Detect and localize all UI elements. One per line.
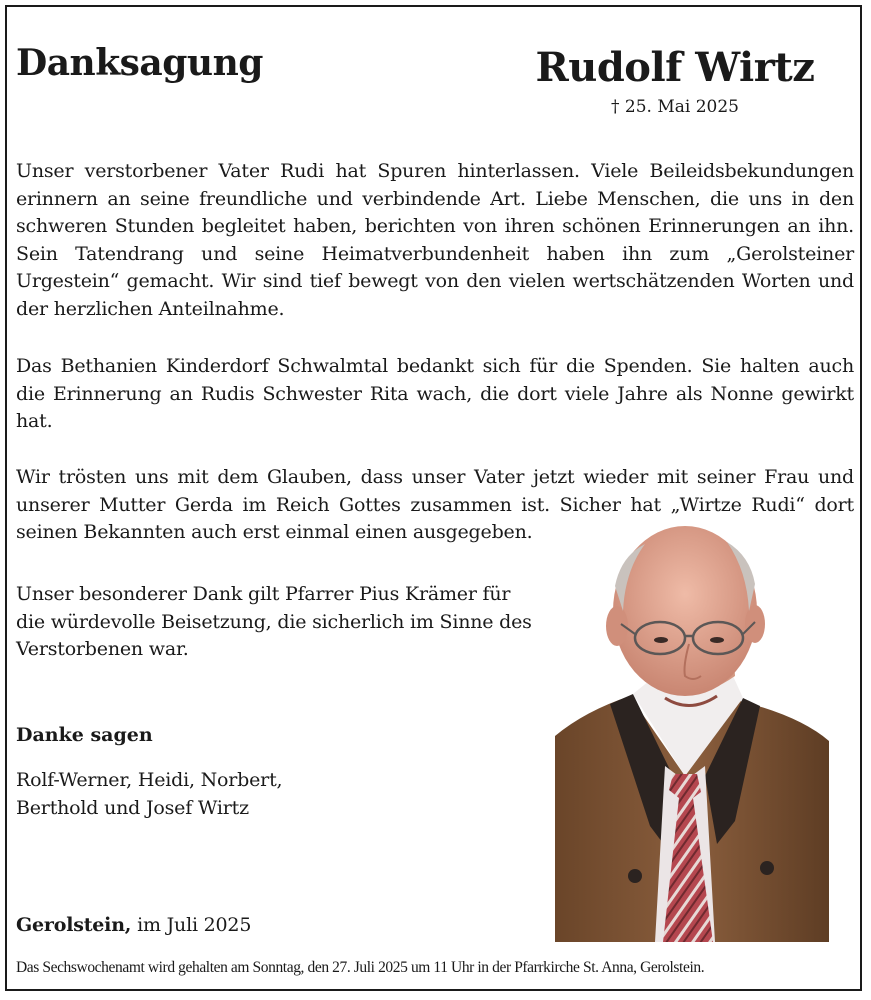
- signers-list: [16, 766, 516, 822]
- paragraph-faith: Wir trösten uns mit dem Glauben, dass unser Vater jetzt wieder mit seiner Frau und unserer Mutter Gerda im Reich Gottes zusammen ist. Sicher hat „Wirtze Rudi“ dort seinen Bekannten auch erst einmal einen ausgegeben.: [16, 466, 854, 544]
- thanks-label: Danke sagen: [16, 724, 153, 746]
- portrait-photo: [555, 526, 829, 942]
- place-date: im Juli 2025: [137, 914, 252, 936]
- memorial-mass-notice: Das Sechswochenamt wird gehalten am Sonntag, den 27. Juli 2025 um 11 Uhr in der Pfarrkirche St. Anna, Gerolstein.: [16, 959, 705, 976]
- place-date-line: [16, 914, 251, 936]
- portrait-illustration: [555, 526, 829, 942]
- paragraph-pastor-thanks: Unser besonderer Dank gilt Pfarrer Pius Krämer für die würdevolle Beisetzung, die sicherlich im Sinne des Verstorbenen war.: [16, 583, 532, 661]
- signers-line: Rolf-Werner, Heidi, Norbert,: [16, 769, 283, 791]
- signers-line: Berthold und Josef Wirtz: [16, 797, 249, 819]
- deceased-name: Rudolf Wirtz: [535, 44, 815, 91]
- place-town: Gerolstein,: [16, 914, 132, 936]
- notice-heading: Danksagung: [16, 42, 263, 84]
- paragraph-donations: Das Bethanien Kinderdorf Schwalmtal bedankt sich für die Spenden. Sie halten auch die Erinnerung an Rudis Schwester Rita wach, die dort viele Jahre als Nonne gewirkt hat.: [16, 355, 854, 433]
- paragraph-gratitude: Unser verstorbener Vater Rudi hat Spuren hinterlassen. Viele Beileidsbekundungen erinnern an seine freundliche und verbindende Art. Liebe Menschen, die uns in den schweren Stunden begleitet haben, berichten von ihren schönen Erinnerungen an ihn. Sein Tatendrang und seine Heimatverbundenheit haben ihn zum „Gerolsteiner Urgestein“ gemacht. Wir sind tief bewegt von den vielen wertschätzenden Worten und der herzlichen Anteilnahme.: [16, 160, 854, 320]
- death-date: † 25. Mai 2025: [611, 97, 739, 117]
